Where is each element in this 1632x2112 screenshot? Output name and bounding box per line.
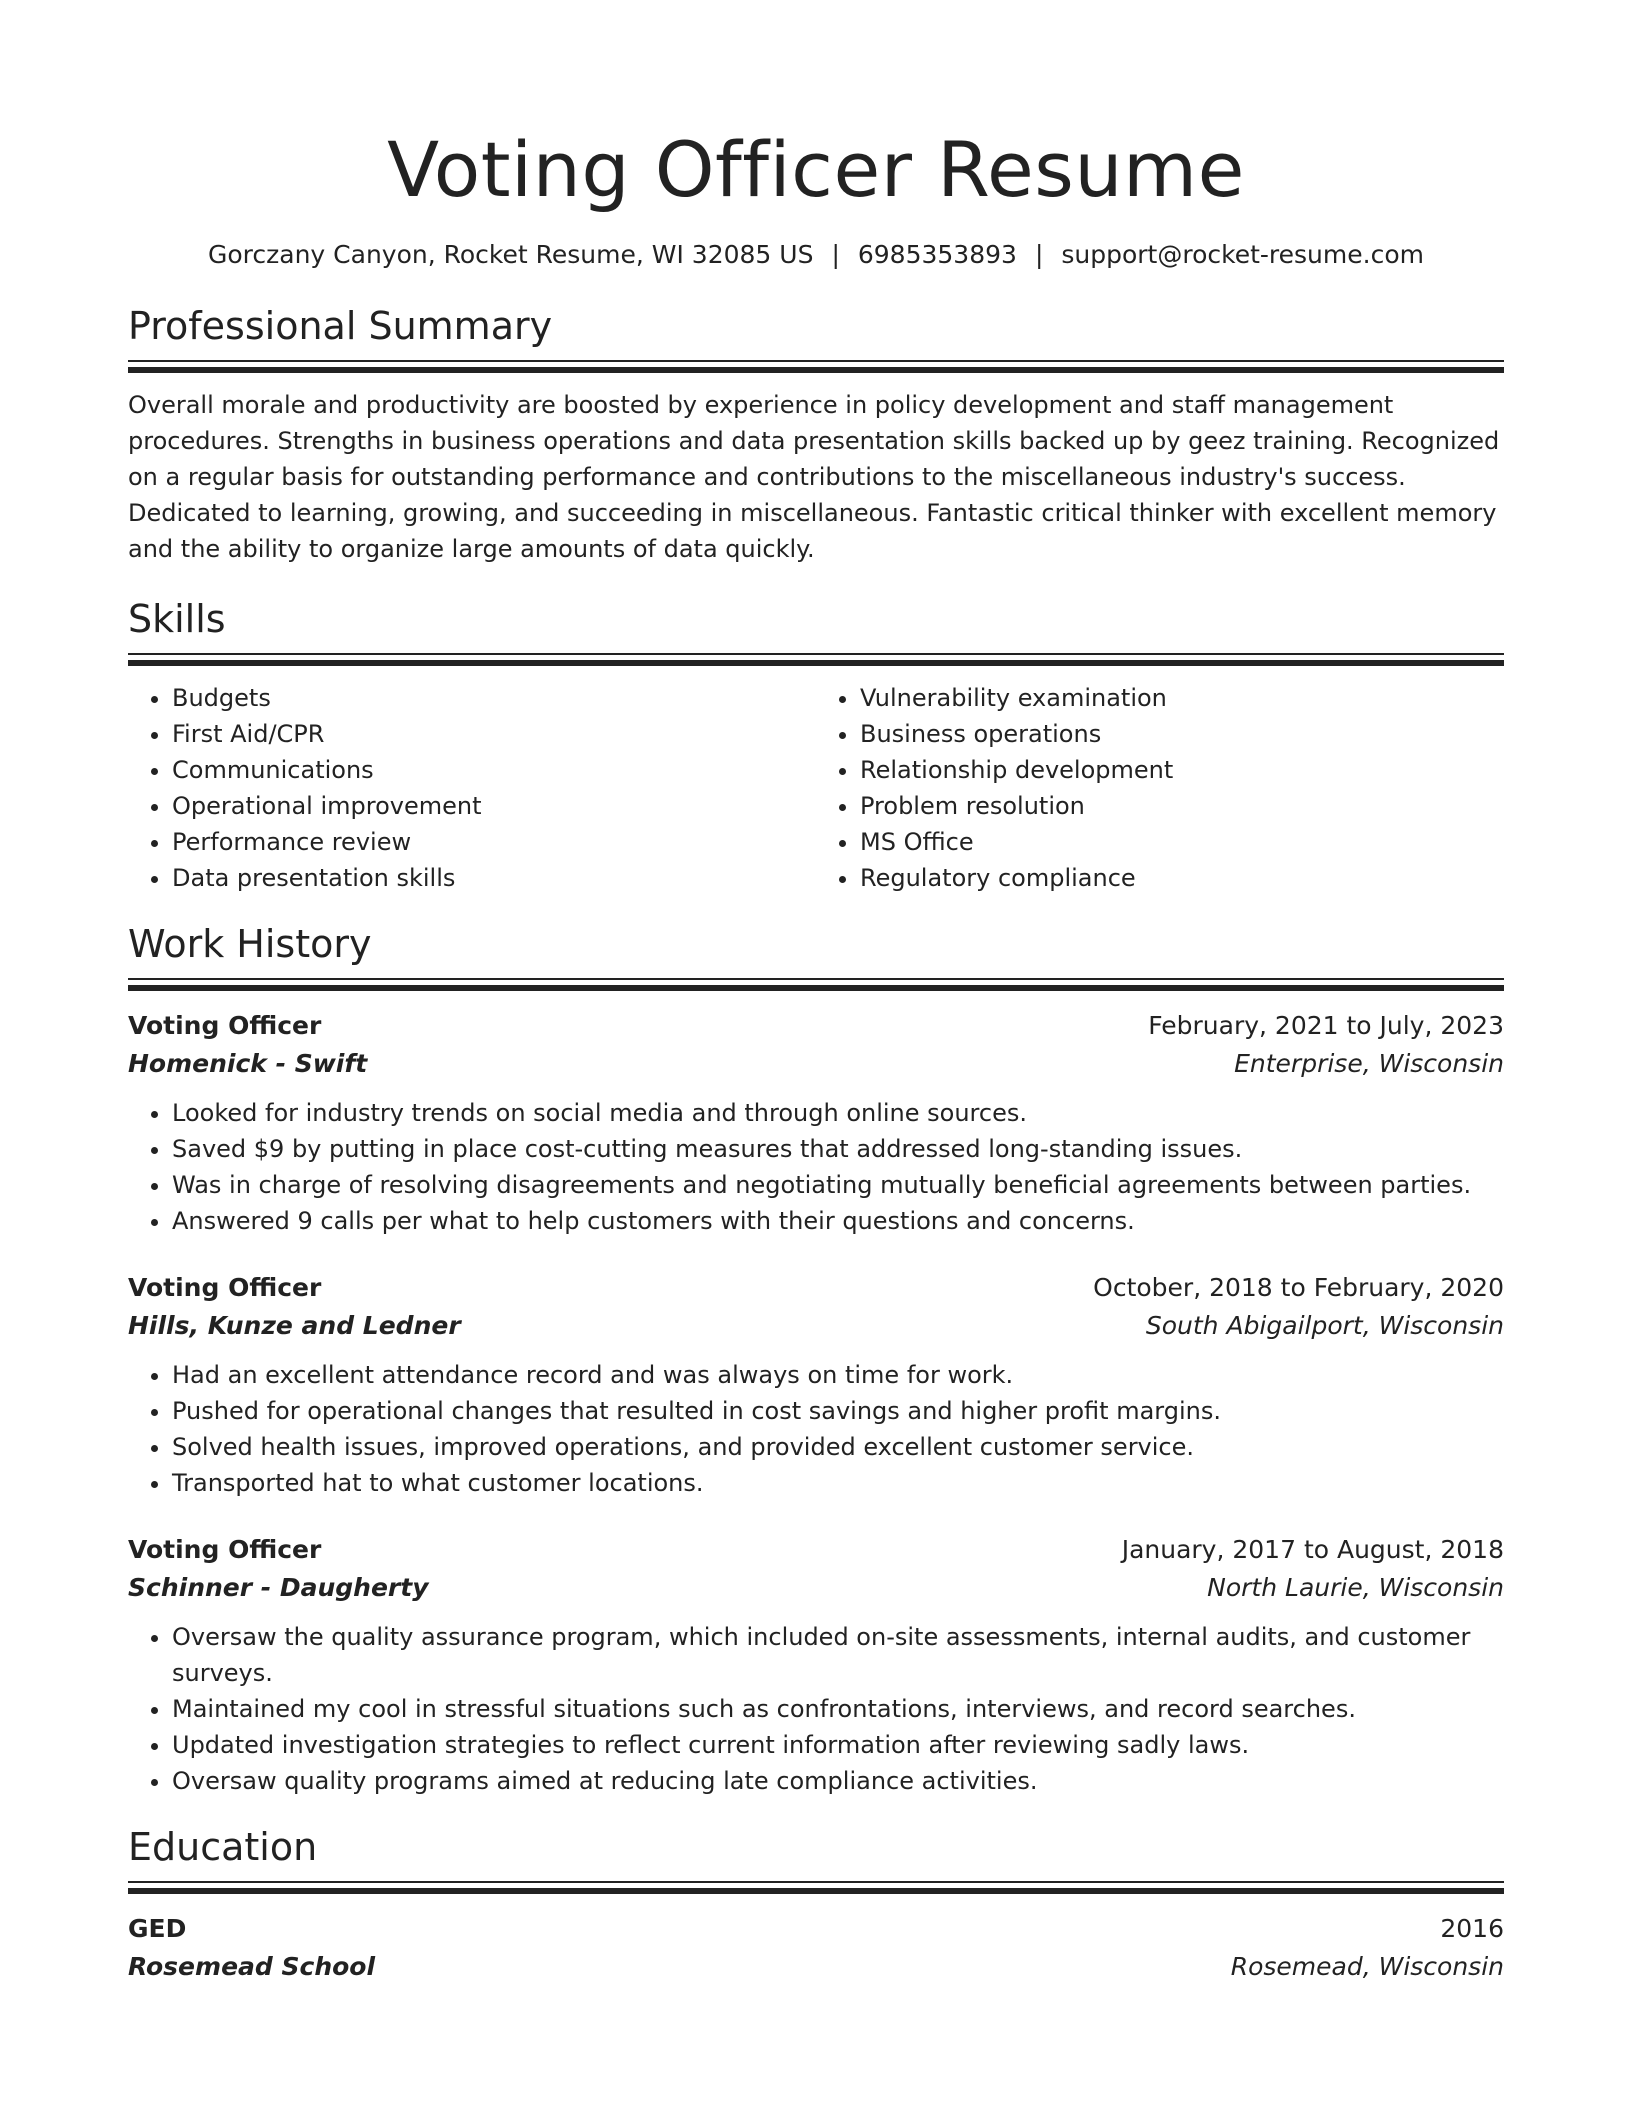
- job-company: Homenick - Swift: [128, 1049, 368, 1078]
- education-location: Rosemead, Wisconsin: [1230, 1952, 1504, 1981]
- summary-section: [128, 302, 1504, 567]
- work-section: [128, 920, 1504, 1799]
- skill-item: • Business operations: [860, 716, 1504, 752]
- section-title-skills: Skills: [128, 597, 226, 641]
- contact-separator: |: [1034, 240, 1044, 269]
- job-entry: [128, 1269, 1504, 1501]
- skill-item: • Problem resolution: [860, 788, 1504, 824]
- job-title: Voting Officer: [128, 1011, 322, 1040]
- section-divider: [128, 978, 1504, 991]
- job-dates: January, 2017 to August, 2018: [1121, 1535, 1504, 1564]
- job-bullets: [128, 1619, 1504, 1799]
- skill-item: • First Aid/CPR: [172, 716, 816, 752]
- skill-item: • Vulnerability examination: [860, 680, 1504, 716]
- skill-item: • Performance review: [172, 824, 816, 860]
- education-section: [128, 1823, 1504, 1986]
- job-bullets: [128, 1095, 1504, 1239]
- skill-item: • Relationship development: [860, 752, 1504, 788]
- job-dates: February, 2021 to July, 2023: [1148, 1011, 1504, 1040]
- skill-item: • Budgets: [172, 680, 816, 716]
- job-location: North Laurie, Wisconsin: [1207, 1573, 1504, 1602]
- job-bullet: • Solved health issues, improved operations, and provided excellent customer service.: [172, 1429, 1504, 1465]
- job-bullet: • Was in charge of resolving disagreements and negotiating mutually beneficial agreements between parties.: [172, 1167, 1504, 1203]
- contact-separator: |: [831, 240, 840, 269]
- job-bullets: [128, 1357, 1504, 1501]
- job-bullet: • Transported hat to what customer locations.: [172, 1465, 1504, 1501]
- skills-list-right: [816, 680, 1504, 896]
- section-title-education: Education: [128, 1825, 318, 1869]
- contact-email: support@rocket-resume.com: [1061, 240, 1424, 269]
- job-bullet: • Maintained my cool in stressful situations such as confrontations, interviews, and record searches.: [172, 1691, 1504, 1727]
- education-entry: [128, 1910, 1504, 1986]
- education-school: Rosemead School: [128, 1952, 376, 1981]
- section-divider: [128, 653, 1504, 666]
- section-title-summary: Professional Summary: [128, 304, 553, 348]
- job-company: Schinner - Daugherty: [128, 1573, 429, 1602]
- skill-item: • MS Office: [860, 824, 1504, 860]
- skill-item: • Communications: [172, 752, 816, 788]
- skill-item: • Data presentation skills: [172, 860, 816, 896]
- job-bullet: • Updated investigation strategies to reflect current information after reviewing sadly laws.: [172, 1727, 1504, 1763]
- job-bullet: • Looked for industry trends on social media and through online sources.: [172, 1095, 1504, 1131]
- job-location: South Abigailport, Wisconsin: [1145, 1311, 1504, 1340]
- job-dates: October, 2018 to February, 2020: [1093, 1273, 1504, 1302]
- contact-address: Gorczany Canyon, Rocket Resume, WI 32085 US: [208, 240, 814, 269]
- job-title: Voting Officer: [128, 1273, 322, 1302]
- summary-text: Overall morale and productivity are boosted by experience in policy development and staff management procedures. Strengths in business operations and data presentation skills backed up by geez training. Recognized on a regular basis for outstanding performance and contributions to the miscellaneous industry's success. Dedicated to learning, growing, and succeeding in miscellaneous. Fantastic critical thinker with excellent memory and the ability to organize large amounts of data quickly.: [128, 391, 1500, 563]
- skills-section: [128, 595, 1504, 896]
- job-entry: [128, 1531, 1504, 1799]
- job-location: Enterprise, Wisconsin: [1234, 1049, 1504, 1078]
- job-bullet: • Pushed for operational changes that resulted in cost savings and higher profit margins.: [172, 1393, 1504, 1429]
- job-company: Hills, Kunze and Ledner: [128, 1311, 461, 1340]
- contact-line: [128, 238, 1504, 272]
- job-bullet: • Oversaw the quality assurance program, which included on-site assessments, internal audits, and customer surveys.: [172, 1619, 1504, 1691]
- education-degree: GED: [128, 1914, 187, 1943]
- skills-columns: [128, 680, 1504, 896]
- skill-item: • Operational improvement: [172, 788, 816, 824]
- job-bullet: • Had an excellent attendance record and was always on time for work.: [172, 1357, 1504, 1393]
- education-year: 2016: [1440, 1914, 1504, 1943]
- contact-phone: 6985353893: [857, 240, 1017, 269]
- job-bullet: • Answered 9 calls per what to help customers with their questions and concerns.: [172, 1203, 1504, 1239]
- section-divider: [128, 1881, 1504, 1894]
- section-title-work: Work History: [128, 922, 372, 966]
- skill-item: • Regulatory compliance: [860, 860, 1504, 896]
- skills-list-left: [128, 680, 816, 896]
- job-entry: [128, 1007, 1504, 1239]
- job-bullet: • Saved $9 by putting in place cost-cutting measures that addressed long-standing issues.: [172, 1131, 1504, 1167]
- section-divider: [128, 360, 1504, 373]
- resume-title: Voting Officer Resume: [387, 125, 1245, 214]
- job-title: Voting Officer: [128, 1535, 322, 1564]
- job-bullet: • Oversaw quality programs aimed at reducing late compliance activities.: [172, 1763, 1504, 1799]
